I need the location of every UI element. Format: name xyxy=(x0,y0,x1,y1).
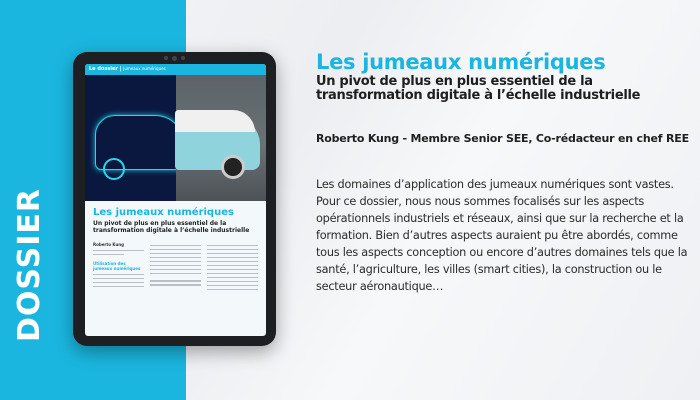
tablet-mockup xyxy=(73,52,276,346)
main-subtitle: Un pivot de plus en plus essentiel de la transformation digitale à l’échelle industrielle xyxy=(316,74,641,103)
side-label: DOSSIER xyxy=(12,187,47,342)
article-heading: Utilisation des jumeaux numériques xyxy=(93,261,141,271)
camera-lens xyxy=(172,56,177,61)
wireframe-van xyxy=(85,75,176,201)
section-sublabel: Jumeaux numériques xyxy=(123,66,166,71)
main-title: Les jumeaux numériques xyxy=(316,50,606,74)
body-text: Les domaines d’application des jumeaux numériques sont vastes. Pour ce dossier, nous nous sommes focalisés sur les aspects opérationnels industriels et réseaux, ainsi que sur la recherche et la formation. Bien d’autres aspects auraient pu être abordés, comme tous les aspects conception ou encore d’autres domaines tels que la santé, l’agriculture, les villes (smart cities), la construction ou le secteur aéronautique… xyxy=(316,178,688,293)
article-author: Roberto Kung xyxy=(93,242,125,247)
hero-image xyxy=(85,75,266,201)
photo-van xyxy=(176,75,267,201)
article-title: Les jumeaux numériques xyxy=(93,207,234,218)
section-label: Le dossier xyxy=(89,66,118,72)
section-header: Le dossier | Jumeaux numériques xyxy=(85,64,266,75)
author-line: Roberto Kung - Membre Senior SEE, Co-rédacteur en chef REE xyxy=(316,132,689,145)
magazine-page xyxy=(85,64,266,336)
sensor-dot xyxy=(181,56,185,60)
camera-dot xyxy=(164,56,168,60)
article-subtitle: Un pivot de plus en plus essentiel de la transformation digitale à l’échelle industrielle xyxy=(93,220,250,234)
